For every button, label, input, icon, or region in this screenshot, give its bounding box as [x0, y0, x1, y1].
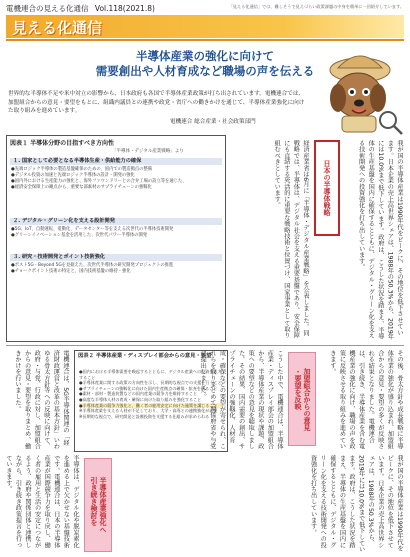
section-2-heading-box: [288, 352, 316, 446]
list-item: ●チョークポイント技術の特定と、国内技術基盤の維持・強化: [11, 269, 131, 274]
list-item: ●サプライチェーンの強靱化に向けた国内生産拠点の確保・拡充を図ること: [79, 385, 218, 391]
figure-1-title: 図表１ 半導体分野の目指すべき方向性: [10, 140, 114, 147]
issue-number: Vol.118(2021.8): [94, 4, 155, 13]
list-item: ●グリーンイノベーション基金を活用した、次世代パワー半導体の開発: [11, 233, 148, 238]
section-3-heading-line-2: 引き続き検討を: [90, 477, 98, 526]
column-b-text: 電機連合は、5G半導体関連の「経済財政運営と改革の基本方針」いわゆる骨太方針等への反映に向けて、政府・与党、行政に対し、加盟組合からの意見・要望を取りまとめ、働きかけを行いました。: [14, 350, 69, 450]
figure-1-subtitle: 「半導体・デジタル産業戦略」より: [112, 149, 184, 154]
figure-1-section-2-heading: ２. デジタル・グリーン化を支える設計開発: [10, 218, 222, 225]
section-divider: [6, 345, 404, 346]
article-lead: 世界的な半導体不足や米中対立の影響から、日本政府も各国で半導体産業政策が打ち出されています。電機連合では、加盟組合からの意見・要望をもとに、組織内議員との連携や政党・省庁への働きかけを通じて、半導体産業強化に向けた取り組みを進めています。: [8, 91, 305, 114]
section-3-heading-box: [84, 458, 112, 552]
figure-1-section-3-list: [11, 263, 221, 275]
section-3-text: その後、骨太方針や成長戦略に半導体産業の強化が盛り込まれ、加盟組合からの意見・要望の多くが反映される結果となりました。電機連合は、引き続き、半導体産業を含む電機産業の強化に向け、職場の声を政策に反映させる取り組みを進めていきます。: [328, 350, 403, 450]
column-a-heading-box: [314, 140, 340, 236]
section-2-heading: [293, 368, 311, 431]
list-item: ※半導体産業を支える人材が不足しており、大学・高専との連携強化が必要: [79, 408, 218, 414]
list-item: ●高度な半導体人材の育成・確保に向けた取り組みを強化すること: [79, 396, 202, 402]
bottom-text-left: 半導体は、デジタル化や脱炭素化を進める上で欠かせない基盤技術です。電機連合は、日本の半導体産業が国際競争力を取り戻し、働く者の雇用と生活の安定につながるよう、政府や関係団体と連携しながら、引き続き政策提言を行っていきます。: [4, 455, 79, 548]
column-a-text-2: 我が国の半導体産業は1990年代をピークに、その地位を低下させています。日本企業の売上高世界シェアは、1988年の50.3%から、2019年には10.0%まで低下しています。政府は、こうした状況を踏まえ、半導体の生産基盤を国内に確保するとともに、デジタル・グリーン化を支える技術開発への投資強化を打ち出しています。: [357, 140, 403, 340]
figure-1-section-1-list: [11, 167, 221, 191]
publication-name: 電機連合の見える化通信: [6, 4, 89, 13]
header-note: 「見える化通信」では、難しそうで見えづらい政策課題の中身を簡単に一回紹介しています。: [228, 4, 404, 9]
banner-title: 見える化通信: [12, 19, 103, 37]
dog-detective-mascot-icon: [308, 40, 406, 138]
list-item: ●ポスト5G・Beyond 5Gを見据えた、次世代半導体の研究開発プロジェクトの推進: [11, 263, 174, 268]
list-item: ※長期的な視点で、研究開発と設備投資を支援する仕組みが求められる: [79, 413, 210, 419]
figure-1: [6, 135, 226, 342]
article-headline: [80, 49, 330, 79]
figure-2-highlight: ●半導体産業の競争力強化と、働く者の雇用安定に向けた施策を講じること: [79, 403, 223, 409]
section-2-heading-line-1: 加盟組合からの意見: [303, 367, 311, 431]
section-3-heading-line-1: 半導体産業強化へ: [99, 477, 107, 533]
list-item: ●5G、IoT、自動運転、電動化、データセンター等を支える次世代の半導体技術開発: [11, 227, 174, 232]
column-a-text: 経済産業省は6月に「半導体・デジタル産業戦略」を公表しました。同戦略では、半導体は、デジタル社会を支える重要基盤であり、安全保障にも直結する死活的に重要な戦略技術と位置づけ、国家事業として取り組むべきとしています。: [273, 140, 309, 339]
section-2-text: こうした中で、電機連合は、半導体産業・ディスプレイ部会の加盟組合から、半導体産業の現状や課題、政策への要望などの意見を聴取しました。その結果、国内需要の創出、サプライチェーンの強靱化、人材育成・確保などの要望が寄せられ、これらを取りまとめて関係府省や与党に提出しました。: [199, 350, 283, 450]
section-3-heading: [89, 477, 107, 533]
list-item: ●国内における半導体需要を喚起するとともに、デジタル産業への投資を拡大すること: [79, 369, 222, 380]
figure-1-section-2-list: [11, 227, 221, 239]
headline-line-2: 需要創出や人材育成など職場の声を伝える: [95, 64, 315, 78]
figure-2-title: 図表２ 半導体産業・ディスプレイ部会からの意見・要望: [78, 353, 212, 359]
header-bar: [6, 3, 404, 15]
article-signature: 電機連合 総合産業・社会政策部門: [170, 119, 256, 125]
list-item: ●デジタル投資の加速と先端ロジック半導体の設計・開発の強化: [11, 173, 135, 178]
column-a-heading: 日本の半導体戦略: [323, 160, 331, 216]
list-item: ●経済安全保障上の観点から、重要な部素材のサプライチェーンの強靱化: [11, 185, 152, 190]
list-item: ●半導体産業に関する政策の方向性を示し、長期的な視点での支援を行うこと: [79, 380, 222, 386]
figure-1-section-3-heading: ３. 研究・技術開発とポイント技術強化: [10, 254, 222, 261]
figure-1-section-1-heading: １. 国家として必要となる半導体生産・供給能力の確保: [10, 158, 222, 165]
bottom-text-right: 我が国の半導体産業は1990年代をピークに、その地位を低下させています。日本企業の売上高世界シェアは、1988年の50.3%から、2019年には10.0%まで低下しています。政府は、こうした状況を踏まえ、半導体の生産基盤を国内に確保するとともに、デジタル・グリーン化を支える技術開発への投資強化を打ち出しています。: [309, 455, 403, 553]
headline-line-1: 半導体産業の強化に向けて: [136, 49, 274, 63]
list-item: ●国内外における生産能力の強化と、海外ファウンドリーとの合弁工場の設立等を通じた、: [11, 179, 187, 184]
list-item: ●素材・部材・製造装置などの国内産業の競争力を維持すること: [79, 391, 198, 397]
section-2-heading-line-2: ・要望を反映: [294, 367, 302, 410]
list-item: ●先端ロジック半導体の製造基盤確保のための、国内での製造拠点の整備: [11, 167, 153, 172]
title-banner: [6, 15, 404, 38]
